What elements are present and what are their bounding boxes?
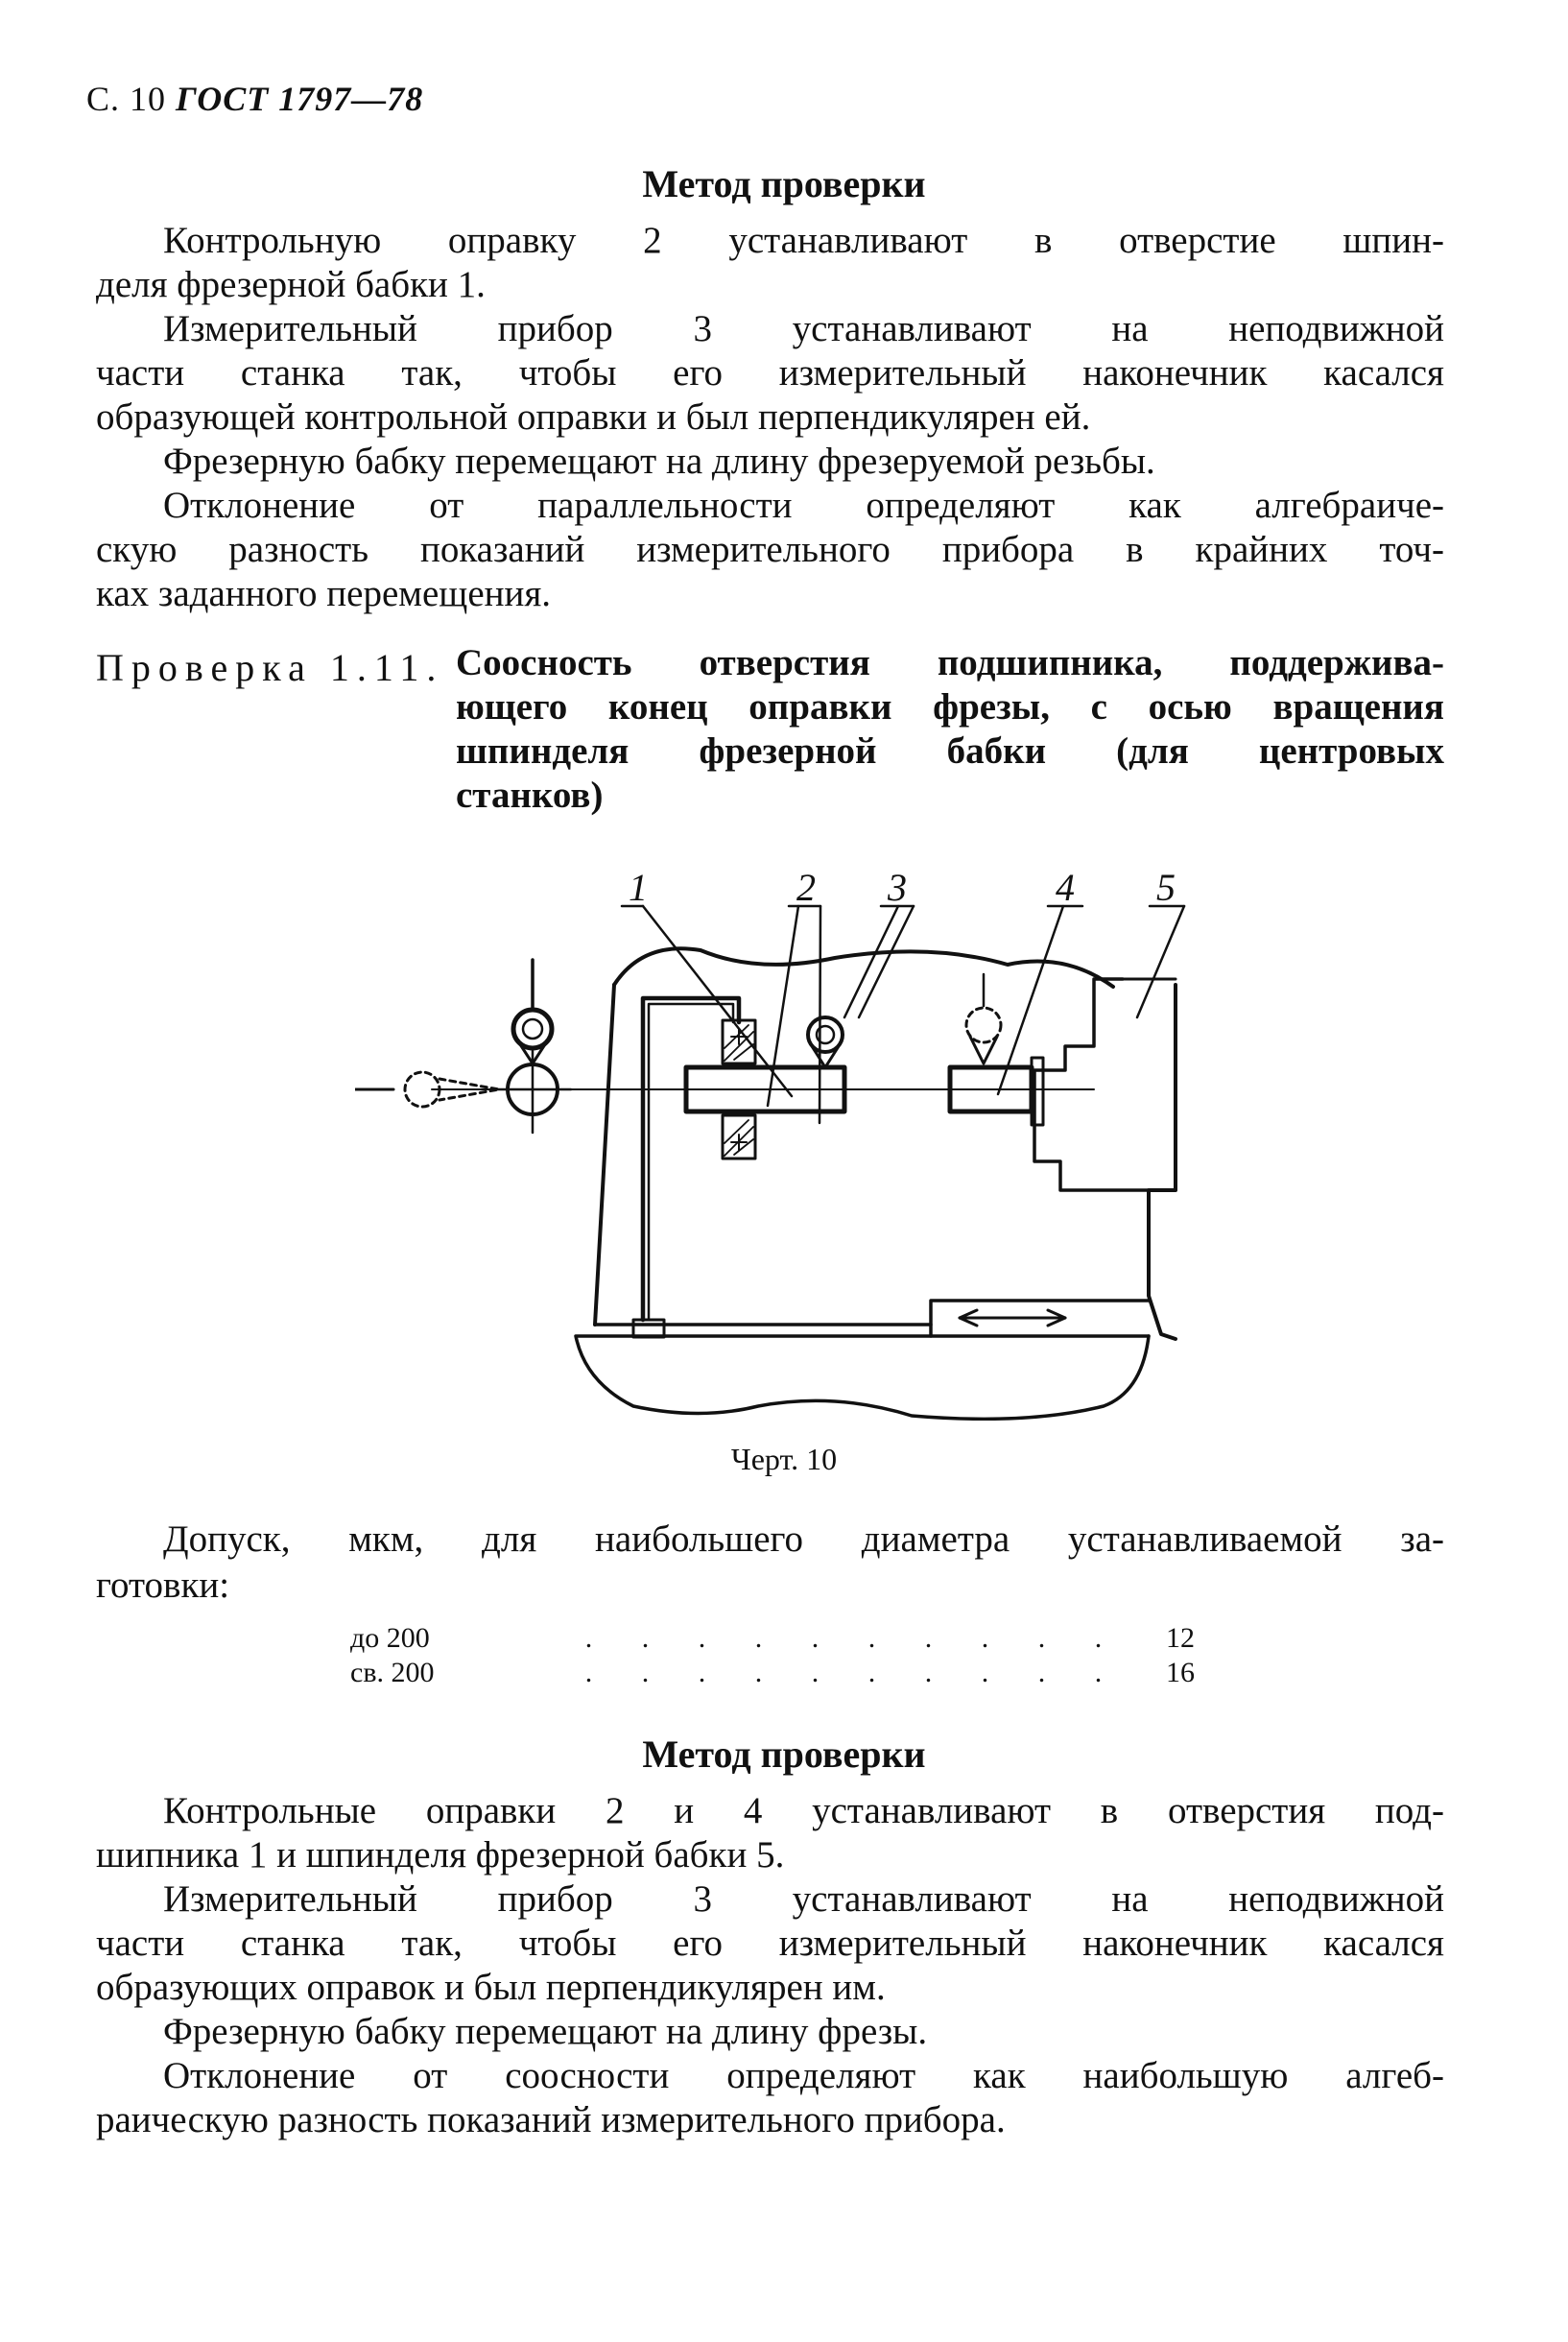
- technical-drawing: [355, 845, 1219, 1421]
- page-header: [86, 79, 423, 119]
- text-line: части станка так, чтобы его измерительный наконечник касался: [96, 1923, 1444, 1964]
- text-line: Отклонение от соосности определяют как наибольшую алгеб-: [163, 2055, 1444, 2096]
- standard-number: ГОСТ 1797—78: [176, 80, 424, 118]
- check-title-line: ющего конец оправки фрезы, с осью вращения: [456, 686, 1444, 728]
- tolerance-leader: . . . . . . . . . .: [584, 1657, 1124, 1688]
- callout-1: 1: [629, 866, 648, 909]
- text-line: Отклонение от параллельности определяют как алгебраиче-: [163, 485, 1444, 526]
- text-line: шипника 1 и шпинделя фрезерной бабки 5.: [96, 1834, 785, 1876]
- check-title-line: Соосность отверстия подшипника, поддержива-: [456, 642, 1444, 683]
- tolerance-value: 12: [1166, 1622, 1195, 1654]
- callout-2: 2: [796, 866, 816, 909]
- figure-caption: Черт. 10: [730, 1442, 838, 1476]
- tolerance-label: до 200: [350, 1622, 430, 1654]
- tolerance-row: [350, 1657, 1195, 1689]
- section2-text: [96, 1789, 1444, 2142]
- text-line: ках заданного перемещения.: [96, 573, 552, 614]
- callout-4: 4: [1056, 866, 1075, 909]
- callout-3: 3: [888, 866, 907, 909]
- check-title-line: шпинделя фрезерной бабки (для центровых: [456, 730, 1444, 772]
- text-line: Измерительный прибор 3 устанавливают на неподвижной: [163, 1878, 1444, 1920]
- text-line: части станка так, чтобы его измерительный наконечник касался: [96, 352, 1444, 394]
- text-line: скую разность показаний измерительного прибора в крайних точ-: [96, 529, 1444, 570]
- check-title: [456, 641, 1444, 818]
- text-line: Фрезерную бабку перемещают на длину фрезеруемой резьбы.: [163, 441, 1155, 482]
- text-line: Измерительный прибор 3 устанавливают на неподвижной: [163, 308, 1444, 349]
- section-title: Метод проверки: [642, 1733, 926, 1776]
- text-line: образующей контрольной оправки и был перпендикулярен ей.: [96, 396, 1091, 438]
- check-label: Проверка 1.11.: [96, 646, 444, 689]
- text-line: Допуск, мкм, для наибольшего диаметра устанавливаемой за-: [163, 1518, 1444, 1560]
- check-title-line: станков): [456, 775, 604, 816]
- text-line: Фрезерную бабку перемещают на длину фрезы.: [163, 2011, 928, 2052]
- text-line: образующих оправок и был перпендикулярен им.: [96, 1967, 886, 2008]
- tolerance-label: св. 200: [350, 1657, 435, 1688]
- callout-5: 5: [1156, 866, 1176, 909]
- section-title: Метод проверки: [642, 162, 926, 205]
- text-line: деля фрезерной бабки 1.: [96, 264, 486, 305]
- section1-text: [96, 219, 1444, 616]
- text-line: раическую разность показаний измерительного прибора.: [96, 2099, 1006, 2140]
- page-number: С. 10: [86, 80, 167, 118]
- text-line: готовки:: [96, 1565, 230, 1606]
- tolerance-intro: [96, 1517, 1444, 1609]
- tolerance-row: [350, 1622, 1195, 1655]
- text-line: Контрольные оправки 2 и 4 устанавливают в отверстия под-: [163, 1790, 1444, 1831]
- tolerance-leader: . . . . . . . . . .: [584, 1622, 1124, 1654]
- tolerance-value: 16: [1166, 1657, 1195, 1688]
- text-line: Контрольную оправку 2 устанавливают в отверстие шпин-: [163, 220, 1444, 261]
